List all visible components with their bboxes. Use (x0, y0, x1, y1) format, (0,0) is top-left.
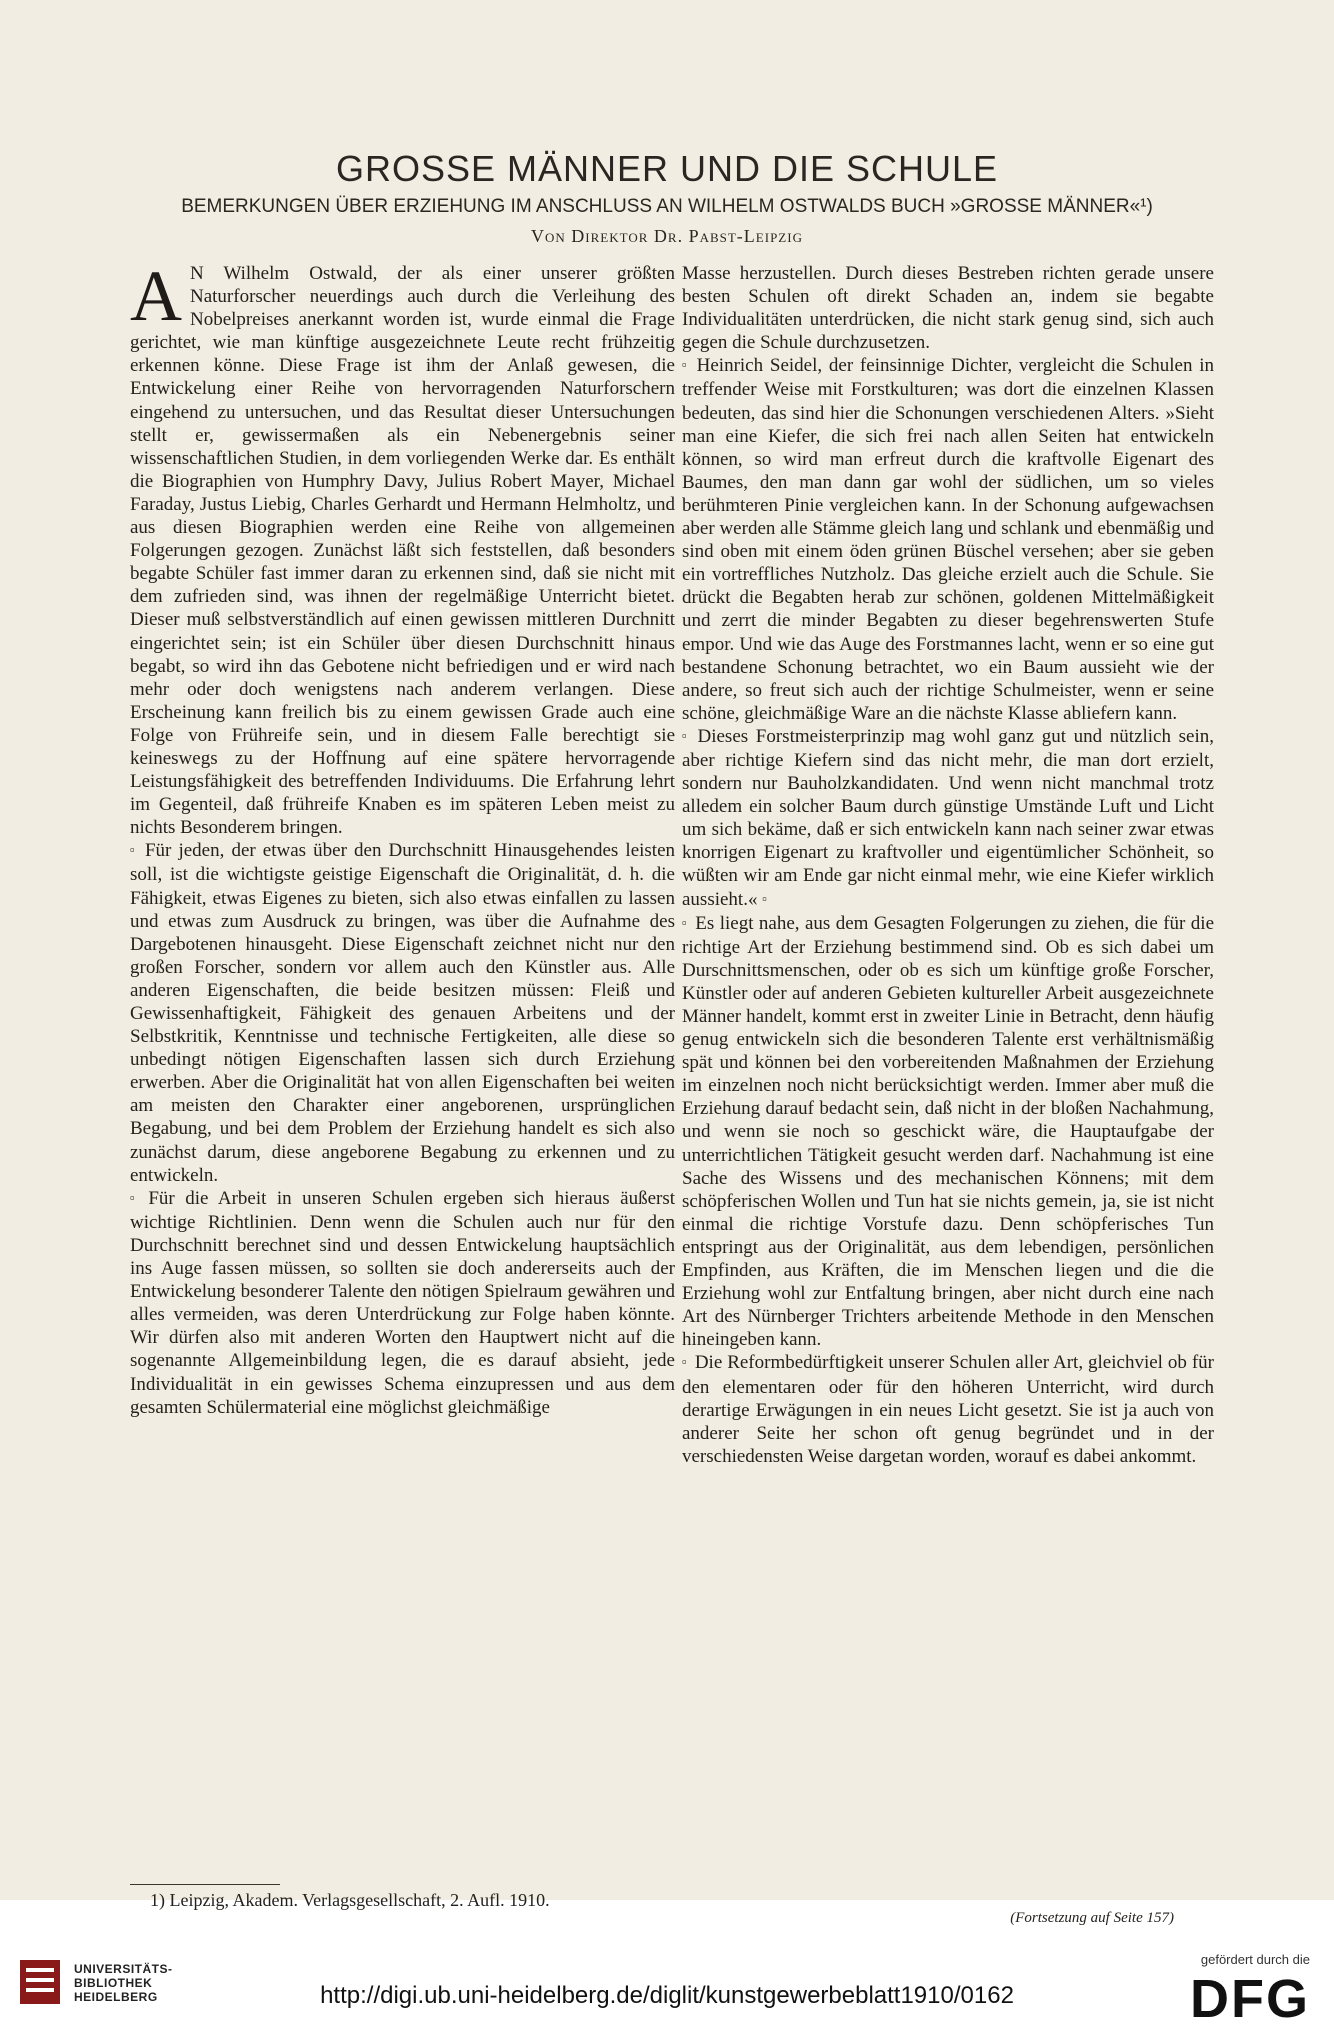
paragraph-mark-icon: ▫ (682, 357, 689, 373)
footnote: 1) Leipzig, Akadem. Verlagsgesellschaft, 2. Aufl. 1910. (150, 1890, 550, 1910)
paragraph: A N Wilhelm Ostwald, der als einer unserer größten Naturforscher neuerdings auch durch die Verleihung des Nobelpreises anerkannt worden ist, wurde einmal die Frage gerichtet, wie man künftige ausgezeichnete Leute recht frühzeitig erkennen könne. Diese Frage ist ihm der Anlaß gewesen, die Entwickelung einer Reihe von hervorragenden Naturforschern eingehend zu untersuchen, und das Resultat dieser Untersuchungen stellt er, gewissermaßen als ein Nebenergebnis seiner wissenschaftlichen Studien, in dem vorliegenden Werke dar. Es enthält die Biographien von Humphry Davy, Julius Robert Mayer, Michael Faraday, Justus Liebig, Charles Gerhardt und Hermann Helmholtz, und aus diesen Biographien werden eine Reihe von allgemeinen Folgerungen gezogen. Zunächst läßt sich feststellen, daß besonders begabte Schüler fast immer daran zu erkennen sind, daß sie nicht mit dem zufrieden sind, was ihnen der regelmäßige Unterricht bietet. Dieser muß selbstverständlich auf einen gewissen mittleren Durchnitt eingerichtet sein; ist ein Schüler über diesen Durchschnitt hinaus begabt, so wird ihn das Gebotene nicht befriedigen und er wird nach mehr oder doch wenigstens nach anderem verlangen. Diese Erscheinung kann freilich bis zu einem gewissen Grade auch eine Folge von Frühreife sein, und in diesem Falle berechtigt sie keineswegs zu der Hoffnung auf eine spätere hervorragende Leistungsfähigkeit des betreffenden Individuums. Die Erfahrung lehrt im Gegenteil, daß frühreife Knaben es im späteren Leben meist zu nichts Besonderem bringen. (130, 256, 675, 839)
paragraph-mark-icon: ▫ (130, 842, 137, 858)
paragraph: ▫ Es liegt nahe, aus dem Gesagten Folgerungen zu ziehen, die für die richtige Art der Erziehung bestimmend sind. Ob es sich dabei um Durschnittsmenschen, oder ob es sich um künftige große Forscher, Künstler oder auf anderen Gebieten kultureller Arbeit ausgezeichnete Männer handelt, kommt erst in zweiter Linie in Betracht, denn häufig genug entwickeln sich die besonderen Talente erst verhältnismäßig spät und können bei den vorbereitenden Maßnahmen der Erziehung im einzelnen noch nicht berücksichtigt werden. Immer aber muß die Erziehung darauf bedacht sein, daß nicht in der bloßen Nachahmung, und wenn sie noch so geschickt wäre, die Hauptaufgabe der unterrichtlichen Tätigkeit gesucht werden darf. Nachahmung ist eine Sache des Wissens und des mechanischen Könnens; mit dem schöpferischen Wollen und Tun hat sie nichts gemein, ja, sie ist nicht einmal die richtige Vorstufe dazu. Denn schöpferisches Tun entspringt aus der Originalität, aus dem lebendigen, persönlichen Empfinden, aus Kräften, die im Menschen liegen und die die Erziehung wohl zur Entfaltung bringen, aber nicht durch eine nach Art des Nürnberger Trichters arbeitende Methode in den Menschen hineingeben kann. (682, 912, 1215, 1351)
institution-name: UNIVERSITÄTS- BIBLIOTHEK HEIDELBERG (74, 1962, 173, 2004)
dfg-logo: DFG (1190, 1969, 1310, 2029)
source-url-link[interactable]: http://digi.ub.uni-heidelberg.de/diglit/kunstgewerbeblatt1910/0162 (320, 1982, 1014, 2009)
paragraph: Masse herzustellen. Durch dieses Bestreben richten gerade unsere besten Schulen oft direkt Schaden an, indem sie begabte Individualitäten unterdrücken, die nicht stark genug sind, sich auch gegen die Schule durchzusetzen. (682, 263, 1214, 354)
paragraph-mark-icon: ▫ (130, 1189, 141, 1205)
drop-cap: A (130, 256, 182, 336)
paragraph: ▫ Für die Arbeit in unseren Schulen ergeben sich hieraus äußerst wichtige Richtlinien. Denn wenn die Schulen auch nur für den Durchschnitt berechnet sind und dessen Entwickelung hauptsächlich ins Auge fassen müssen, so sollten sie doch andererseits auch der Entwickelung besonderer Talente den nötigen Spielraum gewähren und alles vermeiden, was deren Unterdrückung zur Folge haben könnte. Wir dürfen also mit anderen Worten den Hauptwert nicht auf die sogenannte Allgemeinbildung legen, die es darauf absieht, jede Individualität in ein gewisses Schema einzupressen und aus dem gesamten Schülermaterial eine möglichst gleichmäßige (130, 1187, 675, 1418)
article-title: GROSSE MÄNNER UND DIE SCHULE (335, 148, 999, 189)
paragraph: ▫ Für jeden, der etwas über den Durchschnitt Hinausgehendes leisten soll, ist die wichtigste geistige Eigenschaft die Originalität, d. h. die Fähigkeit, etwas Eigenes zu bieten, sich also etwas einfallen zu lassen und etwas zum Ausdruck zu bringen, was über die Aufnahme des Dargebotenen hinausgeht. Diese Eigenschaft zeichnet nicht nur den großen Forscher, sondern vor allem auch den Künstler aus. Alle anderen Eigenschaften, die beide besitzen müssen: Fleiß und Gewissenhaftigkeit, Fähigkeit des genauen Arbeitens und der Selbstkritik, Kenntnisse und technische Fertigkeiten, alle diese so unbedingt nötigen Eigenschaften lassen sich durch Erziehung erwerben. Aber die Originalität hat von allen Eigenschaften bei weiten am meisten den Charakter einer angeborenen, ursprünglichen Begabung, und bei dem Problem der Erziehung handelt es sich also zunächst darum, diese angeborene Begabung zu erkennen und zu entwickeln. (130, 840, 676, 1186)
footnote-divider (130, 1884, 280, 1885)
article-byline: Von Direktor Dr. Pabst-Leipzig (531, 226, 803, 246)
sponsor-text: gefördert durch die (1200, 1952, 1310, 1967)
paragraph-mark-icon: ▫ (682, 727, 690, 743)
paragraph: ▫ Dieses Forstmeisterprinzip mag wohl ganz gut und nützlich sein, aber richtige Kiefern sind das nicht mehr, die man dort erzielt, sondern nur Bauholzkandidaten. Und wenn nicht manchmal trotz alledem ein solcher Baum durch günstige Umstände Luft und Licht um sich bekäme, daß er sich entwickeln kann nach seiner zwar etwas knorrigen Eigenart zu kraftvoller und eigentümlicher Schönheit, so wüßten wir am Ende gar nicht einmal mehr, wie eine Kiefer wirklich aussieht.« ▫ (682, 725, 1214, 910)
paragraph: ▫ Heinrich Seidel, der feinsinnige Dichter, vergleicht die Schulen in treffender Weise mit Forstkulturen; was dort die einzelnen Klassen bedeuten, das sind hier die Schonungen verschiedenen Alters. »Sieht man eine Kiefer, die sich frei nach allen Seiten hat entwickeln können, so wird man erfreut durch die kraftvolle Eigenart des Baumes, den man dann gar wohl der südlichen, um so vieles berühmteren Pinie vergleichen kann. In der Schonung aufgewachsen aber werden alle Stämme gleich lang und schlank und ebenmäßig und sind oben mit einem öden grünen Büschel versehen; aber sie geben ein vortreffliches Nutzholz. Das gleiche erzielt auch die Schule. Sie drückt die Begabten herab zur schönen, goldenen Mittelmäßigkeit und zerrt die minder Begabten zu dieser begehrenswerten Stufe empor. Und wie das Auge des Forstmannes lacht, wenn er so eine gut bestandene Schonung betrachtet, wo ein Baum aussieht wie der andere, so freut sich auch der richtige Schulmeister, wenn er seine schöne, gleichmäßige Ware an die nächste Klasse abliefern kann. (682, 355, 1215, 724)
paragraph-mark-icon: ▫ (682, 914, 688, 930)
paragraph-mark-icon: ▫ (682, 1354, 687, 1370)
left-column (130, 256, 676, 1419)
footer-bar (0, 1930, 1334, 2037)
right-column (682, 262, 1214, 1468)
article-subtitle: BEMERKUNGEN ÜBER ERZIEHUNG IM ANSCHLUSS AN WILHELM OSTWALDS BUCH »GROSSE MÄNNER«¹) (181, 196, 1153, 217)
continuation-note: (Fortsetzung auf Seite 157) (1010, 1910, 1174, 1926)
paragraph-mark-icon: ▫ (762, 890, 767, 906)
paragraph: ▫ Die Reformbedürftigkeit unserer Schulen aller Art, gleichviel ob für den elementaren oder für den höheren Unterricht, wird durch derartige Erwägungen in ein neues Licht gesetzt. Sie ist ja auch von anderer Seite her schon oft genug begründet und in der verschiedensten Weise dargetan worden, worauf es dabei ankommt. (682, 1352, 1214, 1467)
